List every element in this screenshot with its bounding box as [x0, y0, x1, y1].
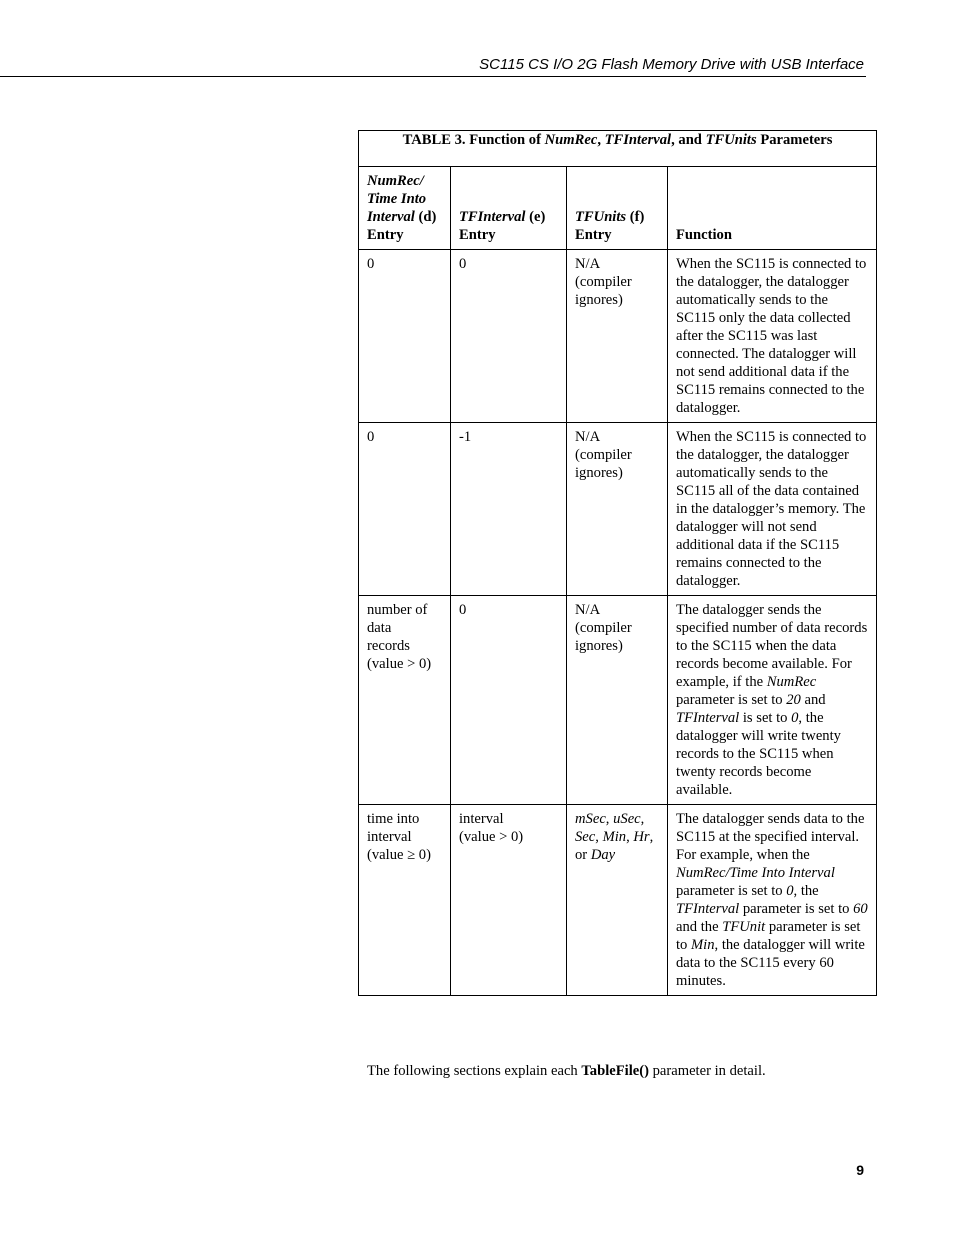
text-run: -1 — [459, 429, 472, 445]
table-cell-tfunits — [567, 805, 668, 996]
text-run: Time Into — [367, 191, 427, 207]
text-run: Parameters — [756, 132, 833, 148]
table-caption — [359, 131, 877, 167]
body-paragraph — [367, 1062, 887, 1080]
text-run: The following sections explain each — [367, 1063, 582, 1079]
table-cell-tfunits — [567, 250, 668, 423]
text-run: ignores) — [575, 638, 623, 654]
table-row — [359, 596, 877, 805]
table-cell-tfinterval — [451, 250, 567, 423]
text-run: Sec — [575, 829, 596, 845]
table-cell-tfunits — [567, 596, 668, 805]
text-run: 20 — [786, 692, 801, 708]
text-run: Entry — [459, 227, 496, 243]
text-run: When the SC115 is connected to the datalogger, the datalogger automatically sends to the SC115 only the data collected after the SC115 was last connected. The datalogger will not send additional data if the SC115 remains connected to the datalogger. — [676, 256, 867, 416]
text-run: (value ≥ 0) — [367, 847, 431, 863]
text-run: When the SC115 is connected to the datalogger, the datalogger automatically sends to the SC115 all of the data contained in the datalogger’s memory. The datalogger will not send additional data if the SC115 remains connected to the datalogger. — [676, 429, 867, 589]
text-run: , the — [793, 883, 819, 899]
page-number: 9 — [856, 1162, 864, 1178]
text-run: , — [626, 829, 634, 845]
text-run: , — [597, 132, 605, 148]
text-run: NumRec — [766, 674, 817, 690]
parameters-function-table — [358, 130, 877, 996]
text-run: , — [595, 829, 603, 845]
text-run: TABLE 3. Function of — [402, 132, 545, 148]
text-run: parameter is set to — [676, 692, 787, 708]
table-cell-function — [668, 423, 877, 596]
text-run: mSec — [575, 811, 606, 827]
table-row — [359, 423, 877, 596]
text-run: NumRec/ — [367, 173, 424, 189]
table-cell-numrec — [359, 423, 451, 596]
text-run: , the datalogger will write data to the SC115 every 60 minutes. — [676, 937, 865, 989]
text-run: N/A — [575, 602, 601, 618]
text-run: parameter is set to — [676, 919, 861, 953]
text-run: TFInterval — [676, 901, 740, 917]
text-run: 0 — [367, 256, 375, 272]
text-run: TFUnits — [575, 209, 627, 225]
text-run: (f) — [626, 209, 645, 225]
text-run: uSec — [613, 811, 641, 827]
text-run: Day — [590, 847, 616, 863]
text-run: ignores) — [575, 465, 623, 481]
text-run: Min — [691, 937, 715, 953]
text-run: NumRec/Time Into Interval — [676, 865, 835, 881]
text-run: 0 — [459, 256, 467, 272]
table-cell-tfinterval — [451, 805, 567, 996]
text-run: N/A — [575, 256, 601, 272]
header-rule — [0, 76, 866, 77]
table-row — [359, 805, 877, 996]
table-caption-text — [365, 131, 870, 149]
text-run: TFInterval — [604, 132, 672, 148]
table-cell-function — [668, 805, 877, 996]
column-header-numrec — [359, 167, 451, 250]
text-run: 0 — [791, 710, 799, 726]
text-run: or — [575, 847, 591, 863]
text-run: 60 — [853, 901, 868, 917]
text-run: TFUnits — [705, 132, 757, 148]
text-run: TFUnit — [722, 919, 766, 935]
text-run: 0 — [786, 883, 794, 899]
column-header-tfunits — [567, 167, 668, 250]
text-run: and the — [676, 919, 723, 935]
text-run: (compiler — [575, 447, 632, 463]
text-run: , — [640, 811, 645, 827]
table-cell-function — [668, 596, 877, 805]
table-cell-function — [668, 250, 877, 423]
column-header-function — [668, 167, 877, 250]
text-run: , and — [671, 132, 706, 148]
text-run: TFInterval — [676, 710, 740, 726]
text-run: (value > 0) — [459, 829, 524, 845]
text-run: (compiler — [575, 620, 632, 636]
text-run: parameter is set to — [676, 883, 787, 899]
table-cell-tfunits — [567, 423, 668, 596]
table-header-row — [359, 167, 877, 250]
text-run: (compiler — [575, 274, 632, 290]
text-run: , the datalogger will write twenty records to the SC115 when twenty records become available. — [676, 710, 841, 798]
text-run: is set to — [739, 710, 792, 726]
text-run: Interval — [367, 209, 415, 225]
text-run: , — [605, 811, 614, 827]
text-run: Function — [676, 227, 732, 243]
text-run: Entry — [367, 227, 404, 243]
text-run: 0 — [367, 429, 375, 445]
text-run: records — [367, 638, 410, 654]
table-cell-tfinterval — [451, 423, 567, 596]
text-run: number of — [367, 602, 428, 618]
text-run: ignores) — [575, 292, 623, 308]
text-run: NumRec — [544, 132, 598, 148]
table-cell-tfinterval — [451, 596, 567, 805]
table-cell-numrec — [359, 250, 451, 423]
text-run: (value > 0) — [367, 656, 432, 672]
table-cell-numrec — [359, 805, 451, 996]
text-run: Hr — [633, 829, 650, 845]
text-run: (d) — [414, 209, 437, 225]
text-run: and — [800, 692, 826, 708]
text-run: parameter in detail. — [648, 1063, 766, 1079]
text-run: (e) — [525, 209, 546, 225]
text-run: N/A — [575, 429, 601, 445]
text-run: , — [649, 829, 654, 845]
table-cell-numrec — [359, 596, 451, 805]
column-header-tfinterval — [451, 167, 567, 250]
text-run: data — [367, 620, 392, 636]
text-run: Entry — [575, 227, 612, 243]
text-run: 0 — [459, 602, 467, 618]
text-run: interval — [367, 829, 412, 845]
text-run: interval — [459, 811, 504, 827]
text-run: TableFile() — [581, 1063, 649, 1079]
text-run: The datalogger sends data to the SC115 at the specified interval. For example, when the — [676, 811, 865, 863]
text-run: TFInterval — [459, 209, 526, 225]
running-header-title: SC115 CS I/O 2G Flash Memory Drive with USB Interface — [479, 56, 864, 73]
table-row — [359, 250, 877, 423]
text-run: parameter is set to — [739, 901, 854, 917]
text-run: Min — [602, 829, 627, 845]
text-run: time into — [367, 811, 420, 827]
text-run: The datalogger sends the specified number of data records to the SC115 when the data records become available. For example, if the — [676, 602, 868, 690]
